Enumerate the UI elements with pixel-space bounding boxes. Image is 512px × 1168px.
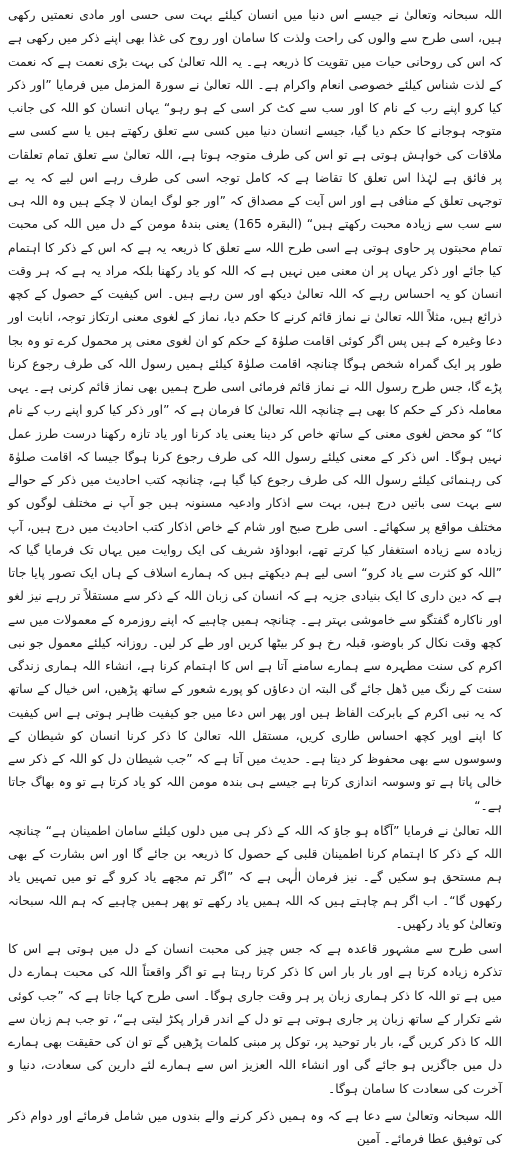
article-paragraph-3: اسی طرح سے مشہور قاعدہ ہے کہ جس چیز کی محبت انسان کے دل میں ہوتی ہے اس کا تذکرہ زیادہ کرتا ہے اور بار بار اس کا ذکر کرتا رہتا ہے تو اگر واقعتاً اللہ کی محبت ہمارے دل میں ہے تو اللہ کا ذکر ہماری زبان پر ہر وقت جاری ہوگا۔ اسی طرح کہا جاتا ہے کہ ”جب کوئی شے تکرار کے ساتھ زبان پر جاری ہوتی ہے تو دل کے اندر قرار پکڑ لیتی ہے“، تو جب ہم زبان سے اللہ کا ذکر کریں گے، بار بار توحید پر، توکل پر مبنی کلمات پڑھیں گے تو ان کی حقیقت بھی ہمارے دل میں جاگزیں ہو جائے گی اور انشاء اللہ العزیز اس سے ہمارے لئے دارین کی سعادت، دنیا و آخرت کی سعادت کا سامان ہوگا۔ xyxy=(8,942,502,1096)
article-closing-prayer: اللہ سبحانہ وتعالیٰ سے دعا ہے کہ وہ ہمیں ذکر کرنے والے بندوں میں شامل فرمائے اور دوام ذکر کی توفیق عطا فرمائے۔ آمین xyxy=(8,1108,502,1146)
article-paragraph-1: اللہ سبحانہ وتعالیٰ نے جیسے اس دنیا میں انسان کیلئے بہت سی حسی اور مادی نعمتیں رکھی ہیں، اسی طرح سے والوں کی راحت ولذت کا سامان اور روح کی غذا بھی اپنے ذکر میں رکھی ہے کہ اس کی روحانی حیات میں تقویت کا ذریعہ ہے۔ یہ اللہ تعالیٰ کی بہت بڑی نعمت ہے کہ نعمت کے لذت شناس کیلئے خصوصی انعام واکرام ہے۔ اللہ تعالیٰ نے سورۃ المزمل میں فرمایا ”اور ذکر کیا کرو اپنے رب کے نام کا اور سب سے کٹ کر اسی کے ہو رہو“ یہاں انسان کو اللہ کی جانب متوجہ ہوجانے کا حکم دیا گیا، جیسے انسان دنیا میں کسی سے تعلق رکھتے ہیں یا سے کسی سے ملاقات کی خواہش ہوتی ہے تو اس کی طرف متوجہ ہوتا ہے، اللہ تعالیٰ سے تعلق تمام تعلقات پر فائق ہے لہٰذا اس تعلق کا تقاضا ہے کہ کامل توجہ اسی کی طرف رہے اس لیے کہ یہ بے توجہی تعلق کے منافی ہے اور اس آیت کے مصداق کہ ”اور جو لوگ ایمان لا چکے ہیں وہ اللہ ہی سے سب سے زیادہ محبت رکھتے ہیں“ (البقرہ 165) یعنی بندۂ مومن کے دل میں اللہ کی محبت تمام محبتوں پر حاوی ہوتی ہے اسی طرح اللہ سے تعلق کا ذریعہ یہ ہے کہ اس کے ذکر کا اہتمام کیا جائے اور ذکر یہاں پر ان معنی میں نہیں ہے کہ اللہ کو یاد رکھنا بلکہ مراد یہ ہے کہ ہر وقت انسان کو یہ احساس رہے کہ اللہ تعالیٰ دیکھ اور سن رہے ہیں۔ اس کیفیت کے حصول کے کچھ ذرائع ہیں، مثلاً اللہ تعالیٰ نے نماز قائم کرنے کا حکم دیا، نماز کے لغوی معنی ارتکاز توجہ، انابت اور دعا وغیرہ کے ہیں پس اگر کوئی اقامت صلوٰۃ کے حکم کو ان لغوی معنی پر محمول کرے تو وہ بجا طور پر ایک گمراہ شخص ہوگا چنانچہ اقامت صلوٰۃ کیلئے ہمیں رسول اللہ کی طرف رجوع کرنا پڑے گا، جس طرح رسول اللہ نے نماز قائم فرمائی اسی طرح ہمیں بھی نماز قائم کرنی ہے۔ یہی معاملہ ذکر کے حکم کا بھی ہے چنانچہ اللہ تعالیٰ کا فرمان ہے کہ ”اور ذکر کیا کرو اپنے رب کے نام کا“ کو محض لغوی معنی کے ساتھ خاص کر دینا یعنی یاد کرنا اور یاد تازہ رکھنا درست طرز عمل نہیں ہوگا۔ اس ذکر کے معنی کیلئے رسول اللہ کی طرف رجوع کرنا ہوگا جیسا کہ اقامت صلوٰۃ کی رہنمائی کیلئے رسول اللہ کی طرف رجوع کیا گیا ہے، چنانچہ کتب احادیث میں ذکر کے حوالے سے بہت سی باتیں درج ہیں، بہت سے اذکار وادعیہ مسنونہ ہیں جو آپ نے مختلف لوگوں کو مختلف مواقع پر سکھائے۔ اسی طرح صبح اور شام کے خاص اذکار کتب احادیث میں درج ہیں، آپ زیادہ سے زیادہ استغفار کیا کرتے تھے، ابوداؤد شریف کی ایک روایت میں یہاں تک فرمایا گیا کہ ”اللہ کو کثرت سے یاد کرو“ اسی لیے ہم دیکھتے ہیں کہ ہمارے اسلاف کے ہاں ایک تصور پایا جاتا ہے کہ دین داری کا ایک بنیادی جزیہ ہے کہ انسان کی زبان اللہ کے ذکر سے مستقلاً تر رہے نیز لغو اور ناکارہ گفتگو سے خاموشی بہتر ہے۔ چنانچہ ہمیں چاہیے کہ اپنے روزمرہ کے معمولات میں سے کچھ وقت نکال کر باوضو، قبلہ رخ ہو کر بیٹھا کریں اور طے کر لیں۔ روزانہ کیلئے معمول جو نبی اکرم کی سنت مطہرہ سے ہمارے سامنے آتا ہے اس کا اہتمام کرنا ہے، انشاء اللہ ہماری زندگی سنت کے رنگ میں ڈھل جائے گی البتہ ان دعاؤں کو پورے شعور کے ساتھ پڑھیں، اس خیال کے ساتھ کہ یہ نبی اکرم کے بابرکت الفاظ ہیں اور پھر اس دعا میں جو کیفیت ظاہر ہوتی ہے اس کیفیت کا اپنے اوپر کچھ احساس طاری کریں، مستقل اللہ تعالیٰ کا ذکر کرنا انسان کو شیطان کے وسوسوں سے بھی محفوظ کر دیتا ہے۔ حدیث میں آتا ہے کہ ”جب شیطان دل کو اللہ کے ذکر سے خالی پاتا ہے تو وسوسہ اندازی کرتا ہے جیسے ہی بندہ مومن اللہ کو یاد کرتا ہے تو وہ بھاگ جاتا ہے۔“ xyxy=(8,8,503,813)
article-paragraph-2: اللہ تعالیٰ نے فرمایا ”آگاہ ہو جاؤ کہ اللہ کے ذکر ہی میں دلوں کیلئے سامان اطمینان ہے“ چنانچہ اللہ کے ذکر کا اہتمام کرنا اطمینان قلبی کے حصول کا ذریعہ بن جائے گا اور اس بشارت کے بھی ہم مستحق ہو سکیں گے۔ نیز فرمان الٰہی ہے کہ ”اگر تم مجھے یاد کرو گے تو میں تمہیں یاد رکھوں گا“۔ اب اگر ہم چاہتے ہیں کہ اللہ ہمیں یاد رکھے تو پھر ہمیں چاہیے کہ ہم اللہ سبحانہ وتعالیٰ کو یاد رکھیں۔ xyxy=(8,823,502,931)
